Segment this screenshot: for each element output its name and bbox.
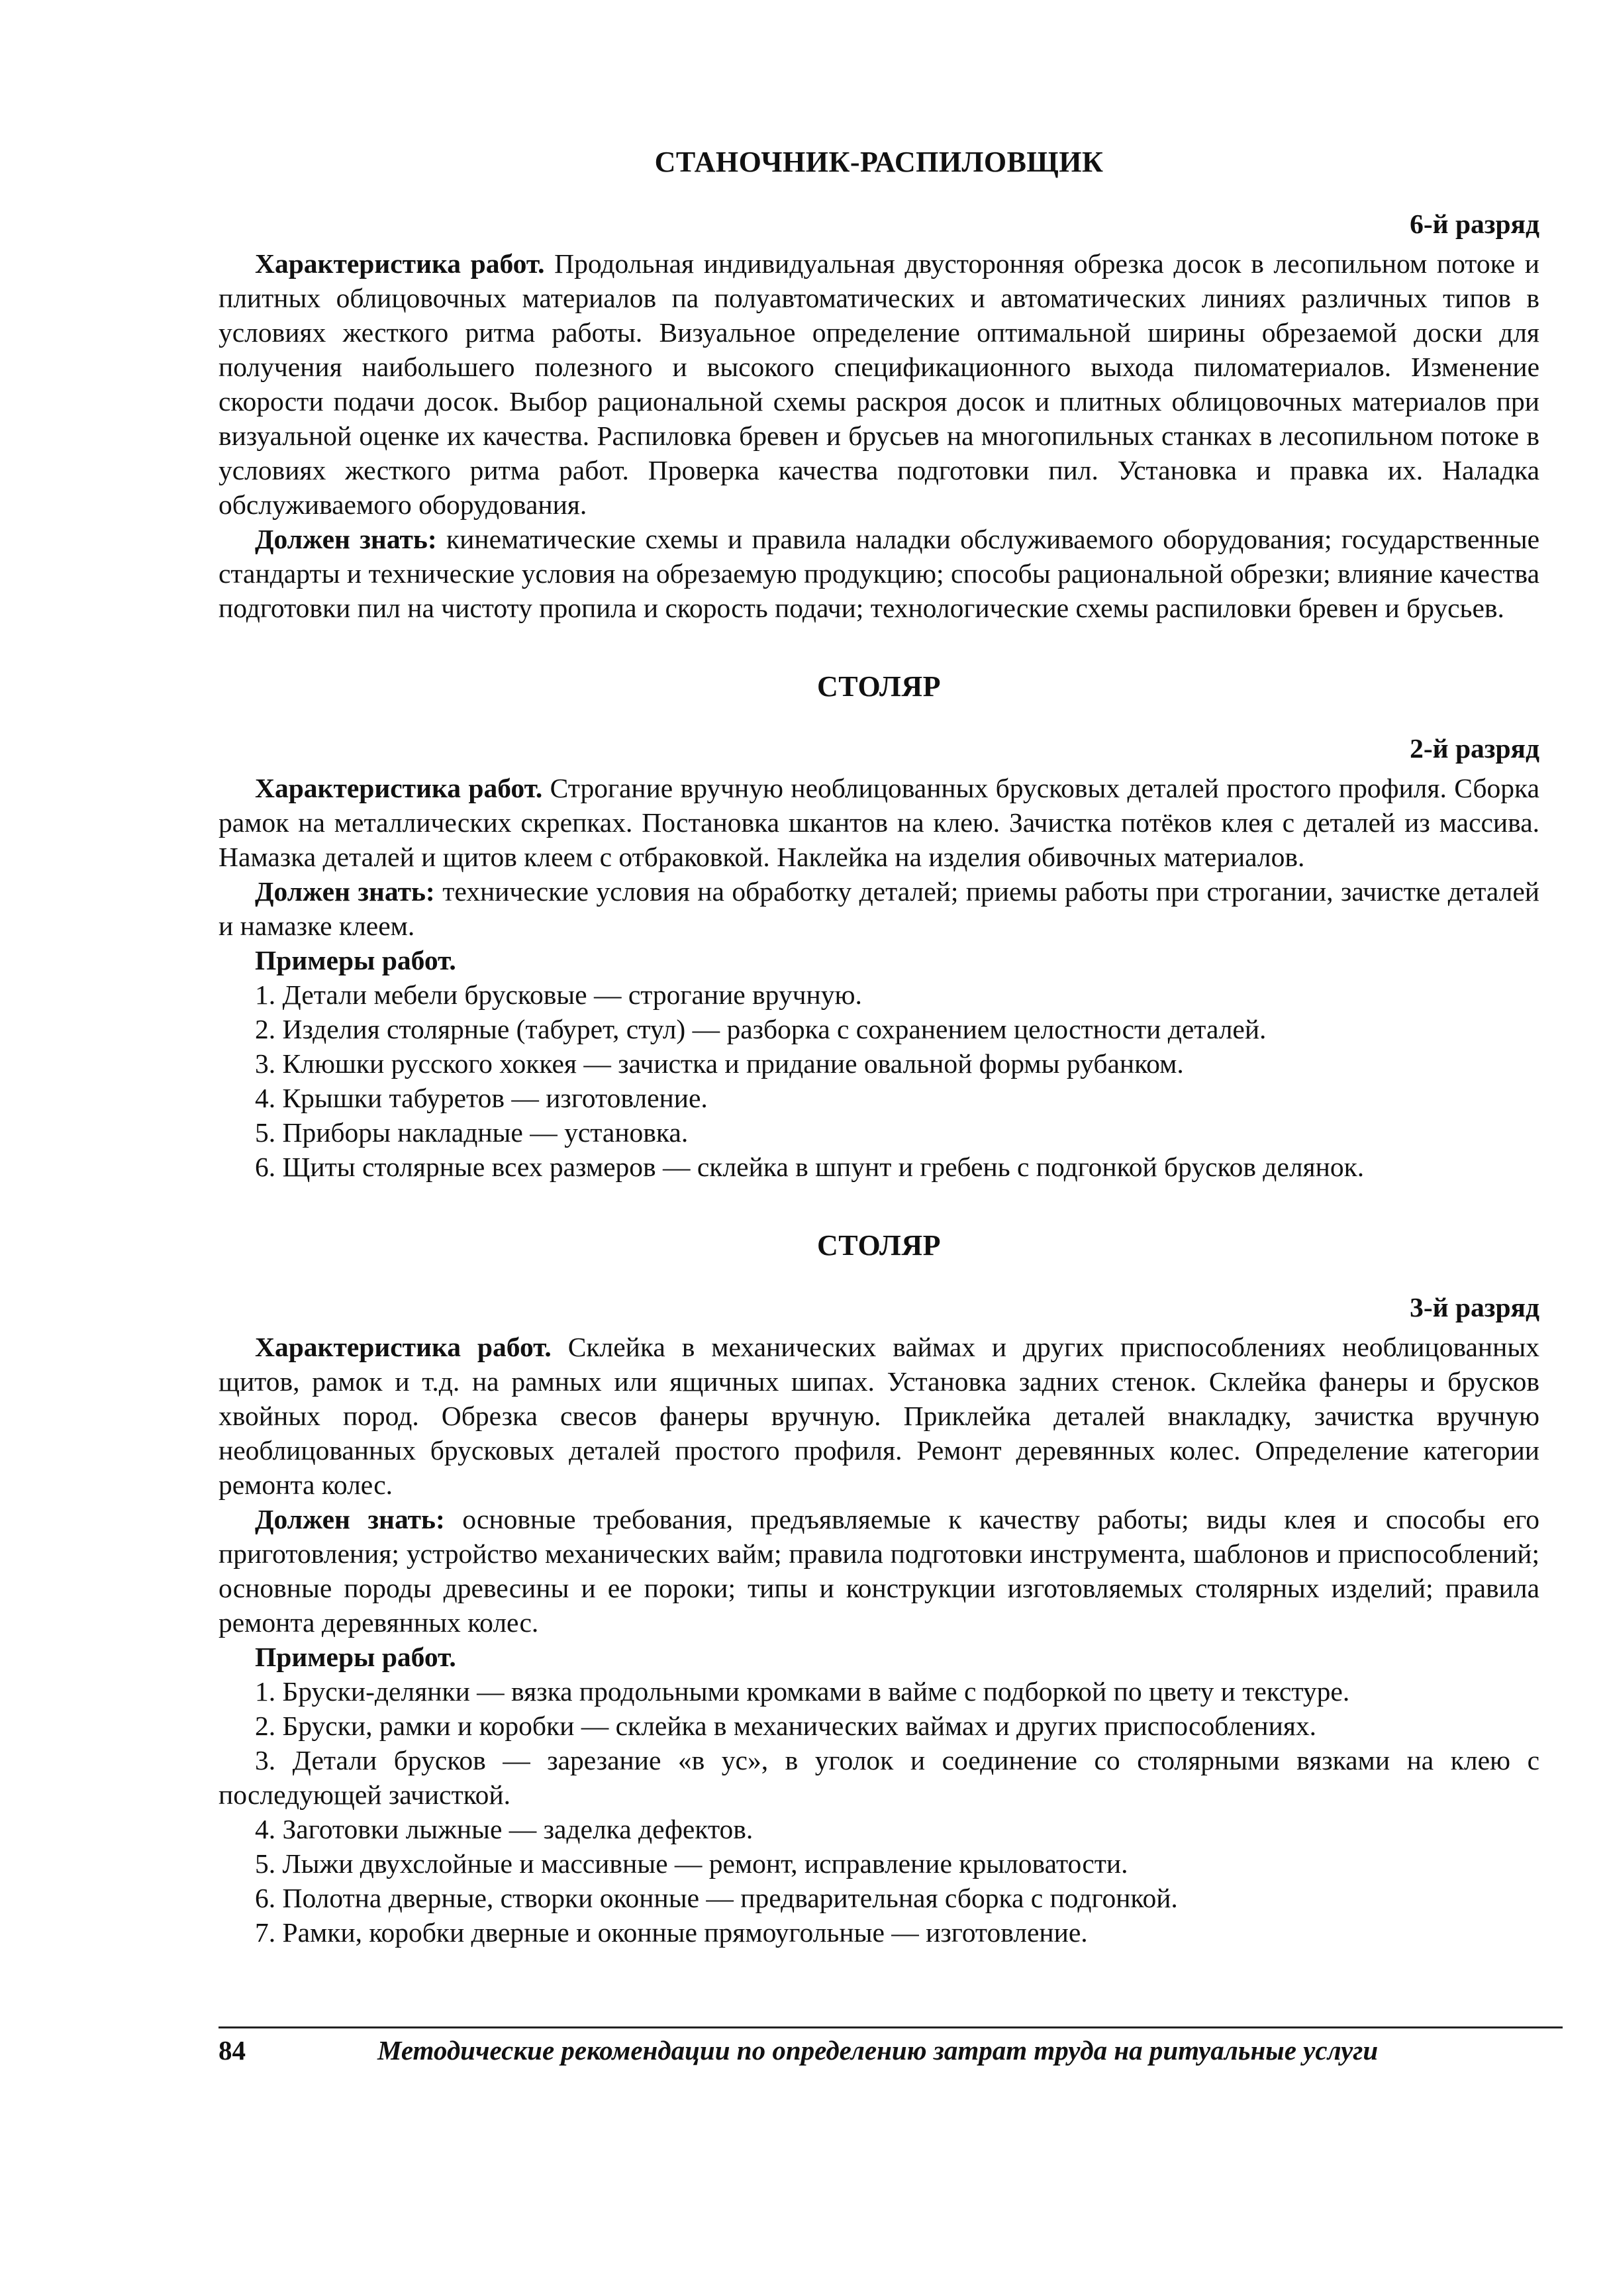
rank-label: 6-й разряд: [1410, 209, 1539, 239]
knowledge-label: Должен знать:: [255, 1504, 445, 1534]
section-sawmill-operator: [219, 144, 1539, 625]
section-title: СТАНОЧНИК-РАСПИЛОВЩИК: [654, 146, 1104, 178]
page-body: [219, 144, 1539, 1993]
characteristic-label: Характеристика работ.: [255, 773, 543, 803]
list-item: 4. Крышки табуретов — изготовление.: [255, 1083, 708, 1113]
required-knowledge: [219, 522, 1539, 625]
work-characteristic: [219, 246, 1539, 522]
list-item: 4. Заготовки лыжные — заделка дефектов.: [255, 1814, 754, 1844]
knowledge-text: основные требования, предъявляемые к качеству работы; виды клея и способы его приготовления; устройство механических вайм; правила подготовки инструмента, шаблонов и приспособлений; основные породы древесины и ее пороки; типы и конструкции изготовляемых столярных изделий; правила ремонта деревянных колес.: [219, 1504, 1539, 1638]
characteristic-text: Продольная индивидуальная двусторонняя обрезка досок в лесопильном потоке и плитных облицовочных материалов па полуавтоматических и автоматических линиях различных типов в условиях жесткого ритма работы. Визуальное определение оптимальной ширины обрезаемой доски для получения наибольшего полезного и высокого спецификационного выхода пиломатериалов. Изменение скорости подачи досок. Выбор рациональной схемы раскроя досок и плитных облицовочных материалов при визуальной оценке их качества. Распиловка бревен и брусьев на многопильных станках в лесопильном потоке в условиях жесткого ритма работ. Проверка качества подготовки пил. Установка и правка их. Наладка обслуживаемого оборудования.: [219, 248, 1539, 520]
knowledge-text: кинематические схемы и правила наладки обслуживаемого оборудования; государственные стандарты и технические условия на обрезаемую продукцию; способы рациональной обрезки; влияние качества подготовки пил на чистоту пропила и скорость подачи; технологические схемы распиловки бревен и брусьев.: [219, 524, 1540, 623]
list-item: 6. Полотна дверные, створки оконные — предварительная сборка с подгонкой.: [255, 1883, 1178, 1913]
list-item: 2. Бруски, рамки и коробки — склейка в механических ваймах и других приспособлениях.: [255, 1711, 1317, 1741]
characteristic-text: Строгание вручную необлицованных брусковых деталей простого профиля. Сборка рамок на металлических скрепках. Постановка шкантов на клею. Зачистка потёков клея с деталей из массива. Намазка деталей и щитов клеем с отбраковкой. Наклейка на изделия обивочных материалов.: [219, 773, 1539, 872]
list-item: 2. Изделия столярные (табурет, стул) — разборка с сохранением целостности деталей.: [255, 1014, 1267, 1044]
list-item: 3. Детали брусков — зарезание «в ус», в уголок и соединение со столярными вязками на клею с последующей зачисткой.: [219, 1745, 1539, 1810]
required-knowledge: [219, 1502, 1539, 1640]
list-item: 7. Рамки, коробки дверные и оконные прямоугольные — изготовление.: [255, 1917, 1088, 1948]
knowledge-label: Должен знать:: [255, 876, 435, 907]
section-carpenter-rank-3: [219, 1228, 1539, 1950]
required-knowledge: [219, 874, 1539, 943]
knowledge-text: технические условия на обработку деталей; приемы работы при строгании, зачистке деталей и намазке клеем.: [219, 876, 1540, 941]
page-footer: [219, 2026, 1563, 2067]
list-item: 1. Бруски-делянки — вязка продольными кромками в вайме с подборкой по цвету и текстуре.: [255, 1676, 1350, 1707]
list-item: 1. Детали мебели брусковые — строгание вручную.: [255, 979, 862, 1010]
list-item: 5. Приборы накладные — установка.: [255, 1117, 689, 1148]
section-title: СТОЛЯР: [816, 1229, 941, 1262]
list-item: 3. Клюшки русского хоккея — зачистка и придание овальной формы рубанком.: [255, 1048, 1184, 1079]
knowledge-label: Должен знать:: [255, 524, 437, 554]
work-characteristic: [219, 1330, 1539, 1502]
rank-label: 3-й разряд: [1410, 1292, 1539, 1323]
characteristic-label: Характеристика работ.: [255, 248, 545, 279]
section-carpenter-rank-2: [219, 669, 1539, 1184]
work-characteristic: [219, 771, 1539, 874]
examples-title: Примеры работ.: [255, 945, 456, 975]
characteristic-text: Склейка в механических ваймах и других приспособлениях необлицованных щитов, рамок и т.д. на рамных или ящичных шипах. Установка задних стенок. Склейка фанеры и брусков хвойных пород. Обрезка свесов фанеры вручную. Приклейка деталей внакладку, зачистка вручную необлицованных брусковых деталей простого профиля. Ремонт деревянных колес. Определение категории ремонта колес.: [219, 1332, 1539, 1500]
section-title: СТОЛЯР: [816, 670, 941, 703]
page-number: 84: [219, 2035, 246, 2066]
list-item: 6. Щиты столярные всех размеров — склейка в шпунт и гребень с подгонкой брусков делянок.: [255, 1152, 1365, 1182]
running-title: Методические рекомендации по определению затрат труда на ритуальные услуги: [377, 2035, 1379, 2066]
rank-label: 2-й разряд: [1410, 733, 1539, 764]
characteristic-label: Характеристика работ.: [255, 1332, 552, 1362]
examples-title: Примеры работ.: [255, 1642, 456, 1672]
list-item: 5. Лыжи двухслойные и массивные — ремонт, исправление крыловатости.: [255, 1848, 1128, 1879]
